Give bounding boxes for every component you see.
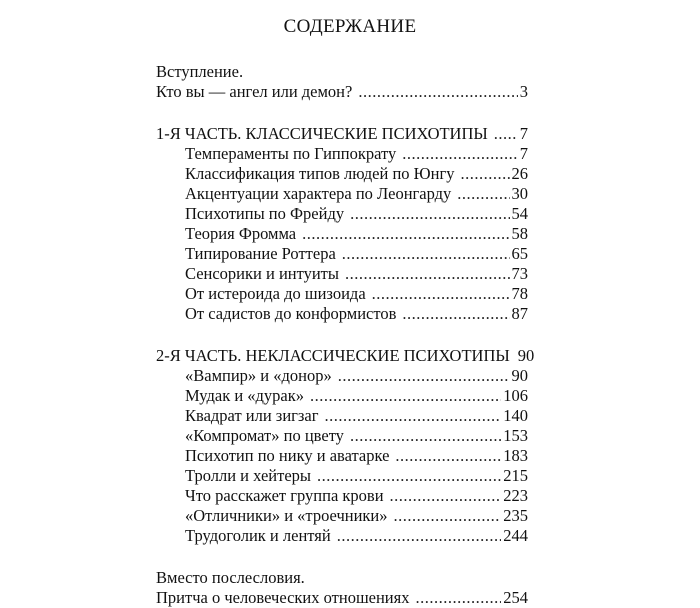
- toc-entry: [156, 204, 528, 224]
- toc-page-number: 3: [519, 82, 528, 101]
- toc-leader-dots: [390, 486, 502, 506]
- toc-heading-text: Вступление.: [156, 62, 244, 81]
- toc-entry: [156, 82, 528, 102]
- toc-page-number: 54: [511, 204, 528, 223]
- toc-entry-text: «Компромат» по цвету: [185, 426, 344, 445]
- toc-page-number: 73: [511, 264, 528, 283]
- toc-entry: [156, 224, 528, 244]
- toc-entry: [156, 164, 528, 184]
- toc-page-number: 65: [511, 244, 528, 263]
- toc-leader-dots: [317, 466, 501, 486]
- toc-entry-text: Кто вы — ангел или демон?: [156, 82, 353, 101]
- toc-entry: [156, 426, 528, 446]
- toc-entry: [156, 366, 528, 386]
- toc-leader-dots: [338, 366, 510, 386]
- toc-leader-dots: [460, 164, 509, 184]
- toc-heading: [156, 62, 528, 82]
- toc-section-intro: [156, 62, 528, 102]
- toc-entry-text: Мудак и «дурак»: [185, 386, 305, 405]
- toc-entry-text: Тролли и хейтеры: [185, 466, 311, 485]
- toc-page-number: 30: [511, 184, 528, 203]
- toc-leader-dots: [372, 284, 510, 304]
- toc-entry-text: Квадрат или зигзаг: [185, 406, 319, 425]
- toc-leader-dots: [402, 304, 509, 324]
- toc-page-number: 244: [503, 526, 528, 545]
- toc-section-part-1: [156, 124, 528, 324]
- toc-page-number: 223: [503, 486, 528, 505]
- toc-entry: [156, 264, 528, 284]
- toc-leader-dots: [395, 446, 501, 466]
- toc-entry: [156, 486, 528, 506]
- toc-entry: [156, 506, 528, 526]
- toc-page-number: 90: [517, 346, 535, 365]
- toc-leader-dots: [345, 264, 510, 284]
- toc-entry-text: Типирование Роттера: [185, 244, 336, 263]
- toc-entry: [156, 588, 528, 608]
- toc-page-number: 7: [519, 144, 528, 163]
- toc-page-number: 235: [503, 506, 528, 525]
- toc-entry-text: Трудоголик и лентяй: [185, 526, 331, 545]
- toc-heading-text: Вместо послесловия.: [156, 568, 305, 587]
- toc-heading: [156, 346, 535, 366]
- toc-entry-text: «Отличники» и «троечники»: [185, 506, 388, 525]
- toc-page-number: 254: [503, 588, 528, 607]
- toc-entry-text: От садистов до конформистов: [185, 304, 397, 323]
- toc-page-number: 7: [519, 124, 528, 143]
- toc-leader-dots: [310, 386, 501, 406]
- toc-entry-text: Сенсорики и интуиты: [185, 264, 339, 283]
- toc-entry-text: Психотип по нику и аватарке: [185, 446, 390, 465]
- toc-entry: [156, 244, 528, 264]
- toc-page-number: 90: [511, 366, 528, 385]
- toc-leader-dots: [394, 506, 502, 526]
- toc-entry-text: Теория Фромма: [185, 224, 297, 243]
- toc-entry-text: Классификация типов людей по Юнгу: [185, 164, 455, 183]
- toc-leader-dots: [402, 144, 518, 164]
- toc-leader-dots: [494, 124, 518, 144]
- toc-title: СОДЕРЖАНИЕ: [283, 16, 417, 37]
- toc-page-number: 153: [503, 426, 528, 445]
- toc-entry-text: Притча о человеческих отношениях: [156, 588, 410, 607]
- toc-entry: [156, 184, 528, 204]
- toc-page-number: 58: [511, 224, 528, 243]
- toc-leader-dots: [457, 184, 509, 204]
- toc-leader-dots: [350, 426, 501, 446]
- toc-page-number: 106: [503, 386, 528, 405]
- toc-leader-dots: [350, 204, 509, 224]
- toc-entry-text: Психотипы по Фрейду: [185, 204, 345, 223]
- toc-page-number: 183: [503, 446, 528, 465]
- toc-entry-text: «Вампир» и «донор»: [185, 366, 332, 385]
- toc-entry-text: От истероида до шизоида: [185, 284, 366, 303]
- toc-list: [156, 62, 535, 608]
- toc-page-number: 87: [511, 304, 528, 323]
- toc-leader-dots: [358, 82, 517, 102]
- toc-leader-dots: [415, 588, 501, 608]
- toc-entry: [156, 304, 528, 324]
- toc-leader-dots: [325, 406, 502, 426]
- toc-heading: [156, 568, 528, 588]
- toc-entry-text: Темпераменты по Гиппократу: [185, 144, 397, 163]
- toc-heading-text: 2-Я ЧАСТЬ. НЕКЛАССИЧЕСКИЕ ПСИХОТИПЫ: [156, 346, 510, 365]
- toc-entry: [156, 284, 528, 304]
- toc-section-part-2: [156, 346, 535, 546]
- toc-heading-text: 1-Я ЧАСТЬ. КЛАССИЧЕСКИЕ ПСИХОТИПЫ: [156, 124, 488, 143]
- toc-page-number: 78: [511, 284, 528, 303]
- toc-page-number: 140: [503, 406, 528, 425]
- toc-entry: [156, 526, 528, 546]
- toc-entry: [156, 144, 528, 164]
- toc-page-number: 26: [511, 164, 528, 183]
- toc-leader-dots: [342, 244, 510, 264]
- toc-leader-dots: [302, 224, 509, 244]
- toc-entry-text: Акцентуации характера по Леонгарду: [185, 184, 452, 203]
- toc-entry-text: Что расскажет группа крови: [185, 486, 384, 505]
- toc-entry: [156, 446, 528, 466]
- toc-entry: [156, 406, 528, 426]
- toc-page-number: 215: [503, 466, 528, 485]
- toc-leader-dots: [337, 526, 502, 546]
- toc-heading: [156, 124, 528, 144]
- toc-entry: [156, 466, 528, 486]
- toc-section-afterword: [156, 568, 528, 608]
- toc-entry: [156, 386, 528, 406]
